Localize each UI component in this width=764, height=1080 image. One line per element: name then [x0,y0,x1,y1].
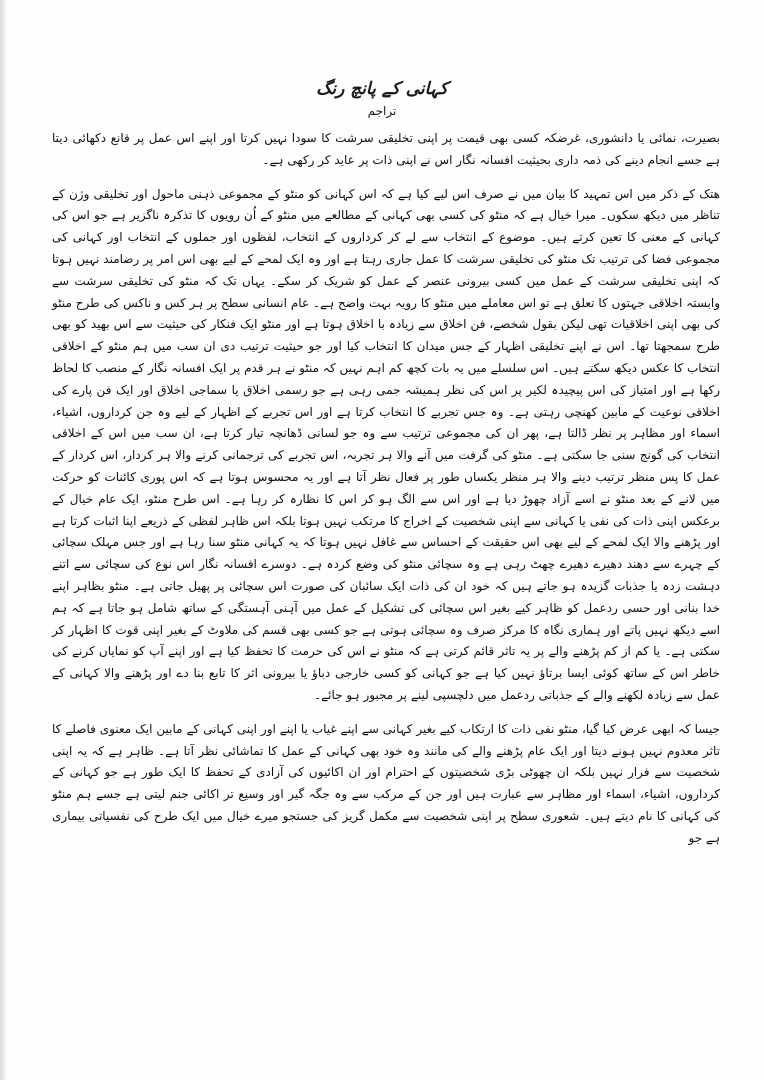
title-block [0,78,764,120]
body-text [52,128,720,862]
paragraph-3: جیسا کہ ابھی عرض کیا گیا، منٹو نفی ذات کا ارتکاب کیے بغیر کہانی سے اپنے غیاب یا اپنے اور اپنی کہانی کے مابین ایک معنوی فاصلے کا تاثر معدوم نہیں ہونے دیتا اور ایک عام پڑھنے والے کی مانند وہ خود بھی کہانی کے عمل کا تماشائی نظر آتا ہے۔ ظاہر ہے کہ یہ اپنی شخصیت سے فرار نہیں بلکہ ان چھوٹی بڑی شخصیتوں کے احترام اور ان اکائیوں کی آزادی کے تحفظ کا ایک طور ہے جو کہانی کے کرداروں، اشیاء، اسماء اور مظاہر سے عبارت ہیں اور جن کے مرکب سے وہ جگہ گیر اور وسیع تر اکائی جنم لیتی ہے جسے ہم منٹو کی کہانی کا نام دیتے ہیں۔ شعوری سطح پر اپنی شخصیت سے مکمل گریز کی جستجو میرے خیال میں ایک طرح کی نفسیاتی بیماری ہے جو [52,721,720,845]
page-edge-shadow [0,0,6,1080]
page-title: کہانی کے پانچ رنگ [316,79,448,99]
paragraph-2: ھتک کے ذکر میں اس تمہید کا بیان میں نے صرف اس لیے کیا ہے کہ اس کہانی کو منٹو کے مجموعی ذہنی ماحول اور تخلیقی وژن کے تناظر میں دیکھ سکوں۔ میرا خیال ہے کہ منٹو کی کسی بھی کہانی کے مطالعے میں منٹو کے اُن رویوں کا تذکرہ ناگزیر ہے جو اس کی کہانی کے معنی کا تعین کرتے ہیں۔ موضوع کے انتخاب سے لے کر کرداروں کے انتخاب، لفظوں اور جملوں کے انتخاب اور کہانی کی مجموعی فضا کی ترتیب تک منٹو کی تخلیقی سرشت کا عمل جاری رہتا ہے اور وہ ایک لمحے کے لیے بھی اس امر پر رضامند نہیں ہوتا کہ اپنی تخلیقی سرشت کے عمل میں کسی بیرونی عنصر کے عمل کو شریک کر سکے۔ یہاں تک کہ منٹو کی تخلیقی سرشت سے وابستہ اخلاقی جہتوں کا تعلق ہے تو اس معاملے میں منٹو کا رویہ بہت واضح ہے۔ عام انسانی سطح پر ہر کس و ناکس کی طرح منٹو کی بھی اپنی اخلاقیات تھی لیکن بقول شخصے، فن اخلاق سے زیادہ با اخلاق ہوتا ہے اور منٹو ایک فنکار کی حیثیت سے اس بھید کو بھی طرح سمجھتا تھا۔ اس نے اپنے تخلیقی اظہار کے جس میدان کا انتخاب کیا اور جو حیثیت ترتیب دی ان سب میں ہم منٹو کے اخلاقی انتخاب کا عکس دیکھ سکتے ہیں۔ اس سلسلے میں یہ بات کچھ کم اہم نہیں کہ منٹو نے ہر قدم پر ایک افسانہ نگار کے منصب کا لحاظ رکھا ہے اور امتیاز کی اس پیچیدہ لکیر پر اس کی نظر ہمیشہ جمی رہی ہے جو رسمی اخلاق یا سماجی اخلاق اور ایک فن پارے کی اخلاقی نوعیت کے مابین کھنچی رہتی ہے۔ وہ جس تجربے کا انتخاب کرتا ہے اور اس تجربے کے اظہار کے لیے وہ جن کرداروں، اشیاء، اسماء اور مظاہر پر نظر ڈالتا ہے، پھر ان کی مجموعی ترتیب سے وہ جو لسانی ڈھانچہ تیار کرتا ہے، ان سب میں اس کے اخلاقی انتخاب کی گونج سنی جا سکتی ہے۔ منٹو کی گرفت میں آنے والا ہر تجربہ، اس تجربے کی ترجمانی کرنے والا ہر کردار، اس کردار کے عمل کا پس منظر ترتیب دینے والا ہر منظر یکساں طور پر فعال نظر آتا ہے اور یہ محسوس ہوتا ہے کہ اس پوری کائنات کو حرکت میں لانے کے بعد منٹو نے اسے آزاد چھوڑ دیا ہے اور اس سے الگ ہو کر اس کا نظارہ کر رہا ہے۔ اس طرح منٹو، ایک عام خیال کے برعکس اپنی ذات کی نفی یا کہانی سے اپنی شخصیت کے اخراج کا مرتکب نہیں ہوتا بلکہ اس ظاہر لفظی کے ذریعے اپنا اثبات کرتا ہے اور پڑھنے والا ایک لمحے کے لیے بھی اس حقیقت کے احساس سے غافل نہیں ہوتا کہ یہ کہانی منٹو سنا رہا ہے اور جس مہلک سچائی کے چہرے سے دھند دھیرے دھیرے چھٹ رہی ہے وہ سچائی منٹو کی وضع کردہ ہے۔ دوسرے افسانہ نگار اس نوع کی سچائی سے اتنے دہشت زدہ یا جذبات گزیدہ ہو جاتے ہیں کہ خود ان کی ذات ایک سائبان کی صورت اس سچائی پر پھیل جاتی ہے۔ منٹو بظاہر اپنے خدا بنانی اور حسی ردعمل کو ظاہر کیے بغیر اس سچائی کی تشکیل کے عمل میں آہنی آہستگی کے ساتھ شامل ہو جاتا ہے کہ ہم اسے دیکھ نہیں پاتے اور ہماری نگاہ کا مرکز صرف وہ سچائی ہوتی ہے جو کسی بھی قسم کی ملاوٹ کے بغیر اپنی قوت کا اظہار کر سکتی ہے۔ یا کم از کم پڑھنے والے پر یہ تاثر قائم کرتی ہے کہ منٹو نے اس کی حرمت کا تحفظ کیا ہے اور اپنے آپ کو نمایاں کرنے کی خاطر اس کے ساتھ کوئی ایسا برتاؤ نہیں کیا ہے جو کہانی کو کسی خارجی دباؤ یا بیرونی اثر کا تابع بنا دے اور پڑھنے والا کہانی کے عمل سے زیادہ لکھنے والے کے جذباتی ردعمل میں دلچسپی لینے پر مجبور ہو جائے۔ [52,186,720,702]
page-author: تراجم [367,104,397,118]
paragraph-1: بصیرت، نمائی یا دانشوری، غرضکہ کسی بھی قیمت پر اپنی تخلیقی سرشت کا سودا نہیں کرتا اور اپنے اس عمل پر قانع دکھائی دیتا ہے جسے انجام دینے کی ذمہ داری بحیثیت افسانہ نگار اس نے اپنی ذات پر عاید کر رکھی ہے۔ [52,131,720,167]
